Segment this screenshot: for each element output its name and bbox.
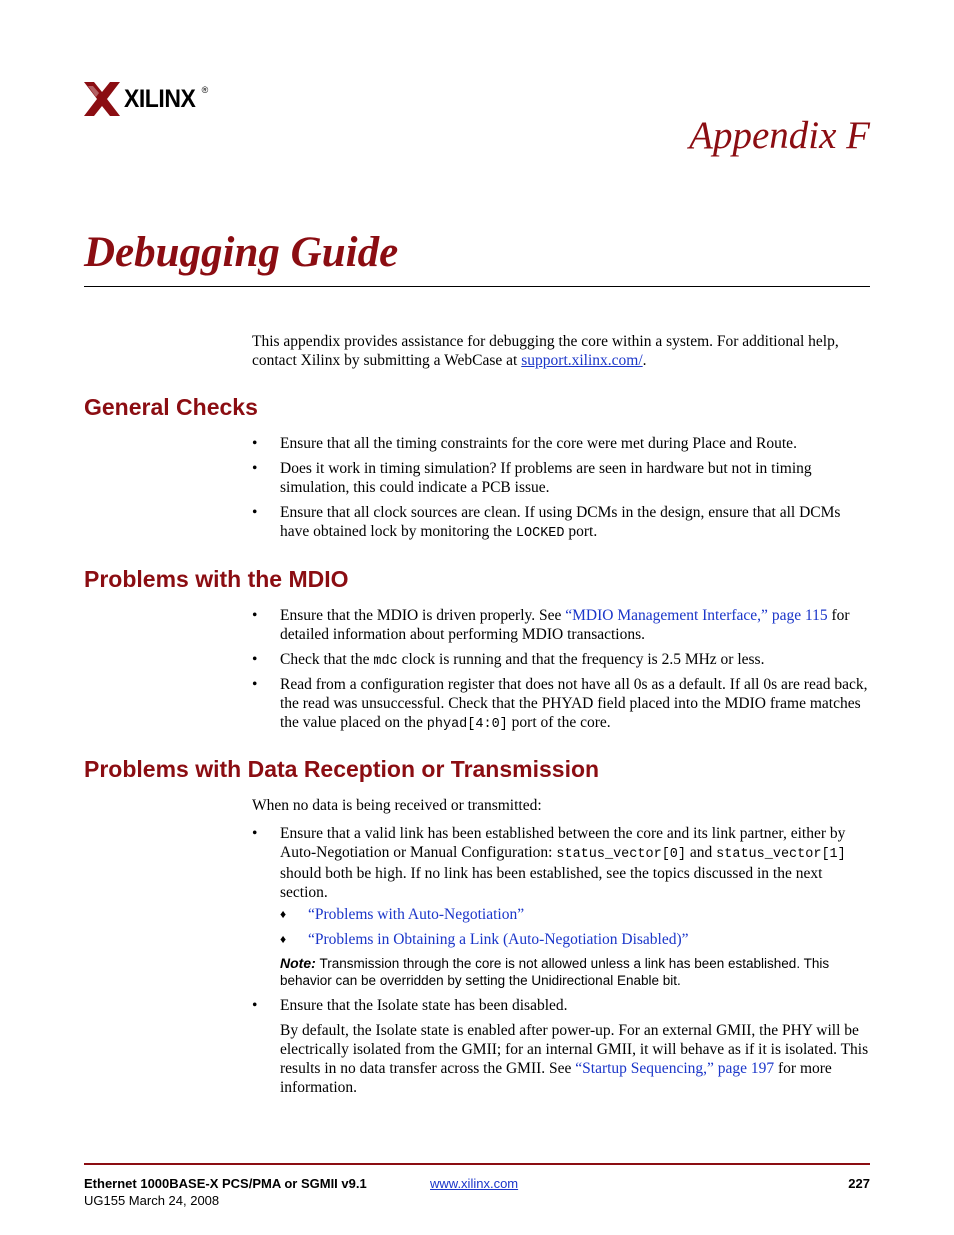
support-link[interactable]: support.xilinx.com/ xyxy=(521,352,643,369)
bullet-glyph: • xyxy=(252,651,258,668)
footer-doc-id-date: UG155 March 24, 2008 xyxy=(84,1193,220,1208)
heading-mdio: Problems with the MDIO xyxy=(84,566,349,592)
list-item: • Ensure that the Isolate state has been disabled. xyxy=(252,997,568,1014)
footer-website-wrap xyxy=(430,1175,518,1192)
heading-general-checks: General Checks xyxy=(84,394,258,420)
title-divider xyxy=(84,286,870,287)
list-item: • Ensure that all the timing constraints for the core were met during Place and Route. xyxy=(252,435,797,452)
code-phyad: phyad[4:0] xyxy=(426,717,508,732)
list-item: • Ensure that all clock sources are clean. If using DCMs in the design, ensure that all DCMs have obtained lock by monitoring the LOCKED port. xyxy=(252,504,841,541)
list-item: • Read from a configuration register that does not have all 0s as a default. If all 0s are read back, the read was unsuccessful. Check that the PHYAD field placed into the MDIO frame matches the value placed on the phyad[4:0] port of the core. xyxy=(252,676,868,732)
bullet-glyph: • xyxy=(252,825,258,842)
startup-sequencing-xref-link[interactable]: “Startup Sequencing,” page 197 xyxy=(575,1060,775,1077)
list-item: • Does it work in timing simulation? If problems are seen in hardware but not in timing simulation, this could indicate a PCB issue. xyxy=(252,460,812,496)
isolate-paragraph: By default, the Isolate state is enabled after power-up. For an external GMII, the PHY will be electrically isolated from the GMII; for an internal GMII, it will behave as if it is isolated. This results in no data transfer across the GMII. See “Startup Sequencing,” page 197 for more information. xyxy=(280,1022,869,1096)
bullet-glyph: • xyxy=(252,460,258,477)
diamond-bullet-icon: ♦ xyxy=(280,907,287,921)
code-mdc: mdc xyxy=(373,654,398,669)
bullet-glyph: • xyxy=(252,997,258,1014)
logo-wordmark: XILINX xyxy=(124,84,196,113)
autoneg-problems-link[interactable]: “Problems with Auto-Negotiation” xyxy=(308,906,525,923)
heading-data-rx-tx: Problems with Data Reception or Transmission xyxy=(84,756,600,782)
sub-list-item xyxy=(280,930,870,949)
sub-list-item xyxy=(280,905,870,924)
appendix-label: Appendix F xyxy=(689,114,870,157)
code-status-vector-1: status_vector[1] xyxy=(716,847,846,862)
mdio-management-xref-link[interactable]: “MDIO Management Interface,” page 115 xyxy=(565,607,828,624)
link-obtaining-problems-link[interactable]: “Problems in Obtaining a Link (Auto-Negotiation Disabled)” xyxy=(308,931,689,948)
note-label: Note: xyxy=(280,955,316,971)
bullet-glyph: • xyxy=(252,435,258,452)
xilinx-logo xyxy=(84,82,208,116)
footer-doc-title: Ethernet 1000BASE-X PCS/PMA or SGMII v9.1 xyxy=(84,1176,367,1191)
diamond-bullet-icon: ♦ xyxy=(280,932,287,946)
bullet-glyph: • xyxy=(252,504,258,521)
footer-divider xyxy=(84,1163,870,1165)
intro-paragraph: This appendix provides assistance for debugging the core within a system. For additional help, contact Xilinx by submitting a WebCase at support.xilinx.com/. xyxy=(252,333,839,369)
xilinx-logo-icon xyxy=(84,82,120,116)
note-block xyxy=(280,955,872,989)
list-item: • Ensure that a valid link has been established between the core and its link partner, either by Auto-Negotiation or Manual Configuration: status_vector[0] and status_vector[1] should both be high. If no link has been established, see the topics discussed in the next section. xyxy=(252,825,846,901)
list-item: • Check that the mdc clock is running and that the frequency is 2.5 MHz or less. xyxy=(252,651,765,669)
registered-mark: ® xyxy=(201,85,209,95)
footer-website-link[interactable]: www.xilinx.com xyxy=(430,1176,519,1191)
footer-doc-info xyxy=(84,1175,367,1209)
bullet-glyph: • xyxy=(252,676,258,693)
page-title: Debugging Guide xyxy=(84,229,399,276)
section-lead: When no data is being received or transmitted: xyxy=(252,797,542,814)
note-text: Transmission through the core is not allowed unless a link has been established. This behavior can be overridden by setting the Unidirectional Enable bit. xyxy=(280,956,830,988)
list-item: • Ensure that the MDIO is driven properly. See “MDIO Management Interface,” page 115 for detailed information about performing MDIO transactions. xyxy=(252,607,850,643)
code-status-vector-0: status_vector[0] xyxy=(556,847,686,862)
footer-page-number: 227 xyxy=(848,1176,870,1191)
code-locked: LOCKED xyxy=(515,526,565,541)
bullet-glyph: • xyxy=(252,607,258,624)
